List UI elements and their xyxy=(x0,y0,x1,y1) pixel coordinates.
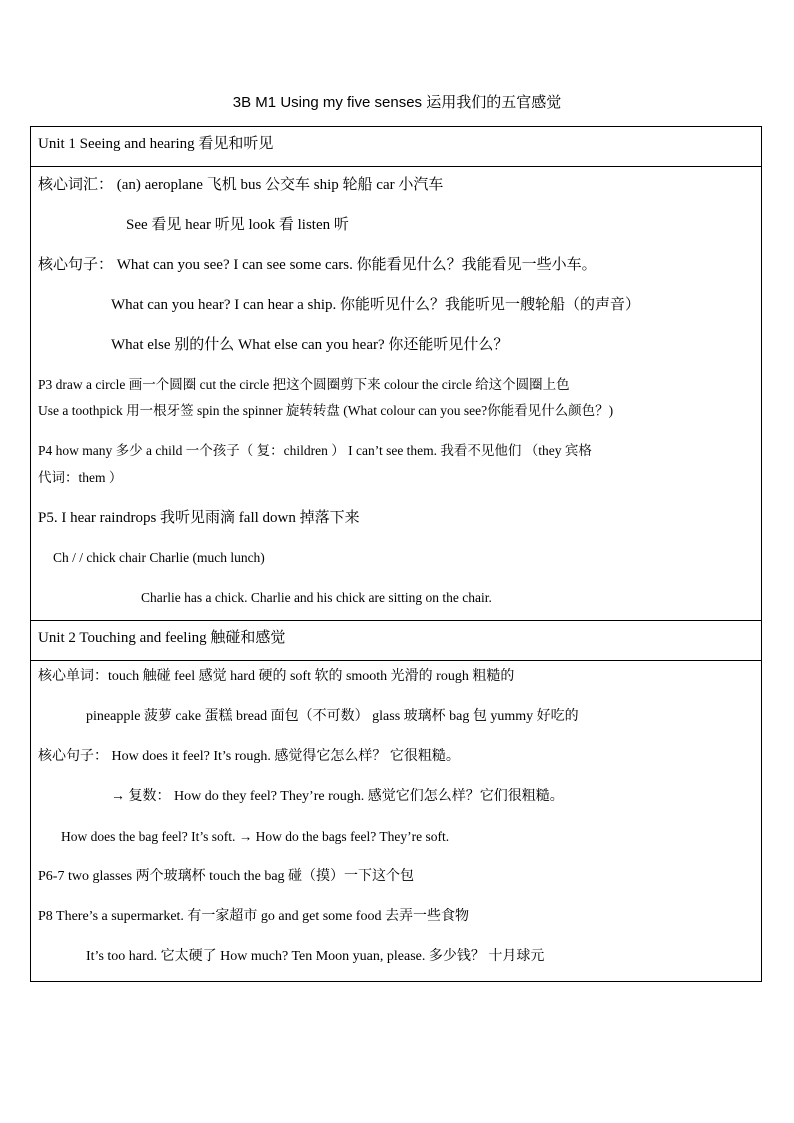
unit1-line: Charlie has a chick. Charlie and his chick are sitting on the chair. xyxy=(141,590,492,605)
unit1-line: P4 how many 多少 a child 一个孩子（ 复：children ） I can’t see them. 我看不见他们 （they 宾格 xyxy=(38,443,592,458)
unit1-line: Use a toothpick 用一根牙签 spin the spinner 旋转转盘 (What colour can you see?你能看见什么颜色？) xyxy=(38,403,614,418)
unit2-heading: Unit 2 Touching and feeling 触碰和感觉 xyxy=(38,630,286,646)
unit1-heading: Unit 1 Seeing and hearing 看见和听见 xyxy=(38,136,274,152)
unit1-line: P3 draw a circle 画一个圆圈 cut the circle 把这个圆圈剪下来 colour the circle 给这个圆圈上色 xyxy=(38,377,570,392)
unit2-line: 核心单词：touch 触碰 feel 感觉 hard 硬的 soft 软的 smooth 光滑的 rough 粗糙的 xyxy=(38,669,515,684)
vocabulary-table xyxy=(30,126,762,982)
page-title: 3B M1 Using my five senses 运用我们的五官感觉 xyxy=(232,94,562,111)
unit2-line: It’s too hard. 它太硬了 How much? Ten Moon yuan, please. 多少钱？ 十月球元 xyxy=(86,949,545,964)
unit1-line: 核心句子： What can you see? I can see some cars. 你能看见什么？我能看见一些小车。 xyxy=(38,257,597,273)
unit2-line: How does the bag feel? It’s soft. → How do the bags feel? They’re soft. xyxy=(61,829,450,844)
unit1-content-row xyxy=(31,167,761,621)
unit2-heading-row xyxy=(31,621,761,661)
unit1-line: 核心词汇： (an) aeroplane 飞机 bus 公交车 ship 轮船 car 小汽车 xyxy=(38,177,444,193)
unit1-line: What can you hear? I can hear a ship. 你能听见什么？我能听见一艘轮船（的声音） xyxy=(111,297,641,313)
unit1-line: Ch / / chick chair Charlie (much lunch) xyxy=(53,550,265,565)
unit1-line: See 看见 hear 听见 look 看 listen 听 xyxy=(126,217,349,233)
unit1-line: 代词：them ） xyxy=(38,470,123,485)
unit2-line: pineapple 菠萝 cake 蛋糕 bread 面包（不可数） glass 玻璃杯 bag 包 yummy 好吃的 xyxy=(86,709,579,724)
unit2-content-row xyxy=(31,661,761,981)
unit2-line: → 复数： How do they feel? They’re rough. 感觉它们怎么样？它们很粗糙。 xyxy=(111,789,564,804)
unit2-line: P6-7 two glasses 两个玻璃杯 touch the bag 碰（摸）一下这个包 xyxy=(38,869,415,884)
unit2-line: P8 There’s a supermarket. 有一家超市 go and get some food 去弄一些食物 xyxy=(38,909,469,924)
unit1-line: What else 别的什么 What else can you hear? 你还能听见什么？ xyxy=(111,337,509,353)
unit1-heading-row xyxy=(31,127,761,167)
unit1-line: P5. I hear raindrops 我听见雨滴 fall down 掉落下来 xyxy=(38,510,360,526)
unit2-line: 核心句子： How does it feel? It’s rough. 感觉得它怎么样？ 它很粗糙。 xyxy=(38,749,460,764)
